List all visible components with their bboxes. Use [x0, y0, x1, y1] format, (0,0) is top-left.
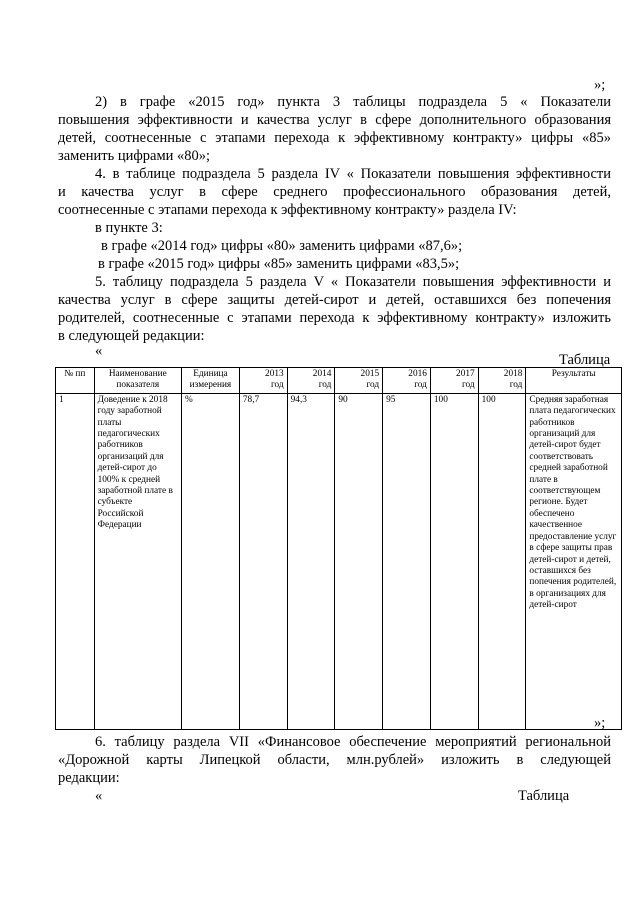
header-2016-year: 2016 [408, 369, 427, 379]
header-2015 [335, 368, 383, 394]
header-unit: Единица измерения [181, 368, 239, 394]
para2-line-2: повышения эффективности и качества услуг в сфере дополнительного образования [58, 112, 611, 128]
table-label: Таблица [559, 352, 611, 368]
header-2014-god: год [318, 380, 332, 391]
para5-line-3: родителей, соотнесенные с этапами перехода к эффективному контракту» изложить [58, 310, 611, 326]
opening-quote-2: « [95, 788, 103, 804]
table-header-row [56, 368, 622, 394]
cell-num: 1 [56, 393, 95, 729]
cell-name: Доведение к 2018 году заработной платы педагогических работников организаций для детей-сирот до 100% к средней заработной плате в субъекте Российской Федерации [94, 393, 181, 729]
header-2013-year: 2013 [265, 369, 284, 379]
para5-line-4: в следующей редакции: [58, 328, 205, 344]
header-2014-year: 2014 [312, 369, 332, 379]
header-name: Наименование показателя [94, 368, 181, 394]
table-row [56, 393, 622, 729]
indicators-table [55, 367, 622, 730]
cell-2017: 100 [430, 393, 478, 729]
header-result: Результаты [526, 368, 622, 394]
header-2017-year: 2017 [456, 369, 475, 379]
para6-line-3: редакции: [58, 770, 120, 786]
cell-2014: 94,3 [287, 393, 335, 729]
para2-line-4: заменить цифрами «80»; [58, 148, 211, 164]
replace-2014: в графе «2014 год» цифры «80» заменить цифрами «87,6»; [101, 238, 463, 254]
table-label-2: Таблица [518, 788, 570, 804]
header-2018 [478, 368, 526, 394]
point-3-label: в пункте 3: [95, 220, 163, 236]
opening-quote: « [95, 343, 103, 359]
header-2015-god: год [366, 380, 380, 391]
para2-line-3: детей, соотнесенные с этапами перехода к эффективному контракту» цифры «85» [58, 130, 611, 146]
header-2015-year: 2015 [360, 369, 380, 379]
cell-unit: % [181, 393, 239, 729]
header-2013 [239, 368, 287, 394]
closing-quote-bottom: »; [594, 715, 606, 731]
para4-line-3: соотнесенные с этапами перехода к эффективному контракту» раздела IV: [58, 202, 517, 218]
para2-line-1: 2) в графе «2015 год» пункта 3 таблицы подраздела 5 « Показатели [95, 94, 611, 110]
cell-2015: 90 [335, 393, 383, 729]
para4-line-1: 4. в таблице подраздела 5 раздела IV « Показатели повышения эффективности [95, 166, 611, 182]
replace-2015: в графе «2015 год» цифры «85» заменить цифрами «83,5»; [98, 256, 460, 272]
header-2016 [383, 368, 431, 394]
para4-line-2: и качества услуг в сфере среднего профессионального образования детей, [58, 184, 611, 200]
header-num: № пп [56, 368, 95, 394]
closing-quote-top: »; [594, 77, 606, 93]
cell-2016: 95 [383, 393, 431, 729]
header-2017-god: год [461, 380, 475, 391]
para6-line-2: «Дорожной карты Липецкой области, млн.рублей» изложить в следующей [58, 752, 611, 768]
header-2018-year: 2018 [503, 369, 523, 379]
para5-line-2: качества услуг в сфере защиты детей-сирот и детей, оставшихся без попечения [58, 292, 611, 308]
para5-line-1: 5. таблицу подраздела 5 раздела V « Показатели повышения эффективности и [95, 274, 611, 290]
para6-line-1: 6. таблицу раздела VII «Финансовое обеспечение мероприятий региональной [95, 734, 611, 750]
header-2014 [287, 368, 335, 394]
cell-2013: 78,7 [239, 393, 287, 729]
cell-2018: 100 [478, 393, 526, 729]
header-2016-god: год [414, 380, 427, 391]
header-2017 [430, 368, 478, 394]
cell-result: Средняя заработная плата педагогических работников организаций для детей-сирот будет соответствовать средней заработной плате в соответствующем регионе. Будет обеспечено качественное предоставление услуг в сфере защиты прав детей-сирот и детей, оставшихся без попечения родителей, в организациях для детей-сирот [526, 393, 622, 729]
header-2018-god: год [509, 380, 523, 391]
header-2013-god: год [270, 380, 284, 391]
